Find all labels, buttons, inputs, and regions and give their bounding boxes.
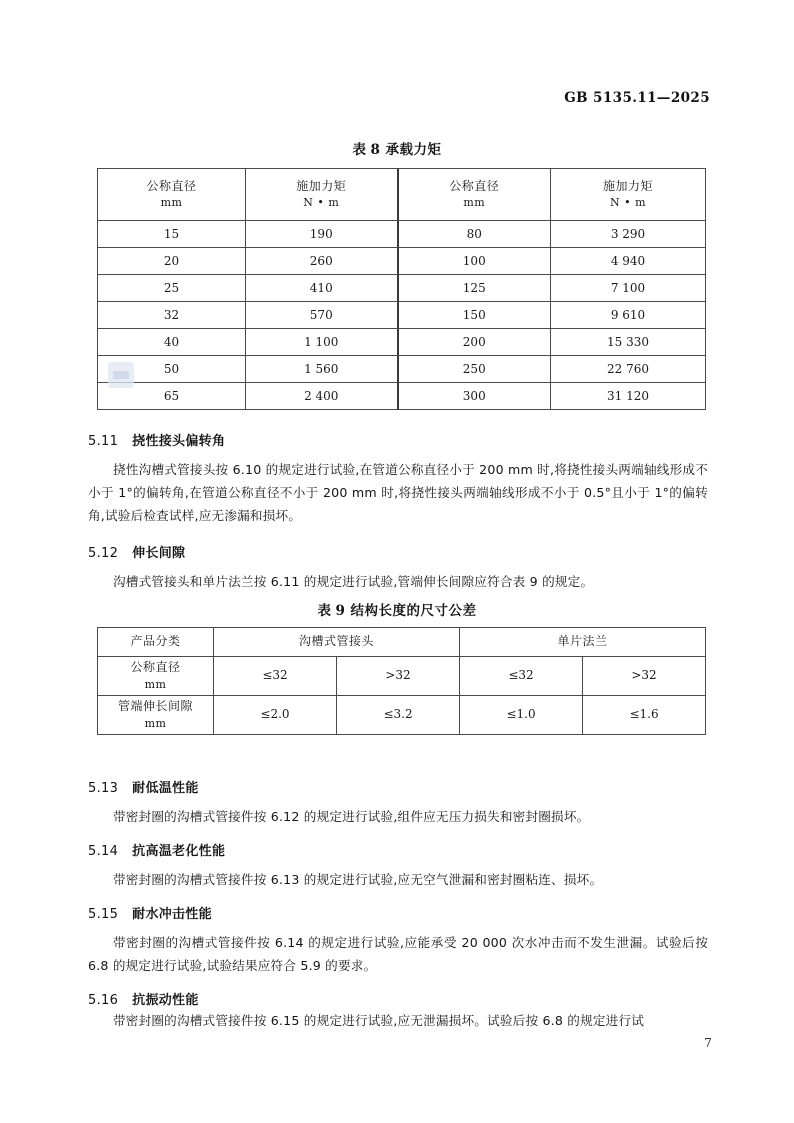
table8-header-cell: [246, 169, 398, 221]
document-header-standard-code: GB 5135.11—2025: [564, 90, 710, 106]
table8-col2-name: 公称直径: [449, 178, 500, 193]
table8-cell: 31 120: [551, 383, 706, 410]
section-title: 挠性接头偏转角: [132, 434, 226, 449]
section-number: 5.12: [88, 546, 119, 561]
table8-header-cell: [551, 169, 706, 221]
section-body-5-15: 带密封圈的沟槽式管接件按 6.14 的规定进行试验,应能承受 20 000 次水冲击而不发生泄漏。试验后按 6.8 的规定进行试验,试验结果应符合 5.9 的要求。: [88, 935, 708, 973]
table8-cell: 3 290: [551, 221, 706, 248]
table9-cell: >32: [583, 657, 706, 696]
table8-cell: 1 560: [246, 356, 398, 383]
table9-row-label: [98, 657, 214, 696]
table9-cell: ≤32: [214, 657, 337, 696]
table8-col1-unit: N • m: [303, 196, 340, 210]
section-number: 5.13: [88, 781, 119, 796]
table8-cell: 32: [98, 302, 246, 329]
section-body-5-14: 带密封圈的沟槽式管接件按 6.13 的规定进行试验,应无空气泄漏和密封圈粘连、损坏。: [113, 872, 603, 887]
table8-cell: 1 100: [246, 329, 398, 356]
table8-caption: [0, 138, 794, 158]
section-title: 耐水冲击性能: [132, 907, 212, 922]
table8-col2-unit: mm: [463, 196, 486, 210]
table-row: [98, 302, 706, 329]
table8-col3-name: 施加力矩: [602, 178, 653, 193]
table8-cell: 570: [246, 302, 398, 329]
table9-cell: ≤1.6: [583, 696, 706, 735]
section-body-5-12: 沟槽式管接头和单片法兰按 6.11 的规定进行试验,管端伸长间隙应符合表 9 的规定。: [113, 574, 594, 589]
table8-col3-unit: N • m: [609, 196, 647, 210]
section-title: 抗高温老化性能: [132, 844, 226, 859]
table8-header-row: [98, 169, 706, 221]
table9-caption-title: 结构长度的尺寸公差: [350, 603, 477, 619]
table9-container: [97, 627, 705, 735]
table8-cell: 15 330: [551, 329, 706, 356]
table-row: [98, 275, 706, 302]
table8-caption-number: 8: [370, 142, 381, 158]
section-body-5-11: 挠性沟槽式管接头按 6.10 的规定进行试验,在管道公称直径小于 200 mm 时,将挠性接头两端轴线形成不小于 1°的偏转角,在管道公称直径不小于 200 mm 时,将挠性接头两端轴线形成不小于 0.5°且小于 1°的偏转角,试验后检查试样,应无渗漏和损坏。: [88, 462, 708, 523]
table9-cell: ≤3.2: [337, 696, 460, 735]
table8-caption-label: 表: [352, 142, 367, 158]
table9-row1-unit: mm: [144, 716, 167, 730]
table8-cell: 40: [98, 329, 246, 356]
table8-cell: 65: [98, 383, 246, 410]
table8-cell: 200: [398, 329, 551, 356]
table9-caption: [0, 599, 794, 619]
section-heading-5-12: [88, 542, 185, 561]
table-row: [98, 696, 706, 735]
table8-cell: 4 940: [551, 248, 706, 275]
page-number: 7: [704, 1035, 712, 1050]
table9-cell: >32: [337, 657, 460, 696]
table8-container: [97, 168, 705, 410]
section-title: 抗振动性能: [132, 993, 199, 1008]
table8-cell: 22 760: [551, 356, 706, 383]
table9-cell: ≤2.0: [214, 696, 337, 735]
table-row: [98, 356, 706, 383]
table9-row0-unit: mm: [144, 677, 167, 691]
table8-cell: 410: [246, 275, 398, 302]
section-number: 5.15: [88, 907, 119, 922]
table8-cell: 80: [398, 221, 551, 248]
table9-category-row: [98, 628, 706, 657]
table8-col1-name: 施加力矩: [296, 178, 347, 193]
table8: [97, 168, 706, 410]
table8-col0-name: 公称直径: [146, 178, 197, 193]
table8-cell: 2 400: [246, 383, 398, 410]
table8-cell: 150: [398, 302, 551, 329]
section-title: 伸长间隙: [132, 546, 186, 561]
table9-caption-number: 9: [335, 603, 346, 619]
section-number: 5.14: [88, 844, 119, 859]
table8-cell: 190: [246, 221, 398, 248]
table9-group-0: 沟槽式管接头: [214, 628, 460, 657]
table8-header-cell: [98, 169, 246, 221]
table8-cell: 260: [246, 248, 398, 275]
table8-cell: 300: [398, 383, 551, 410]
section-body-5-13: 带密封圈的沟槽式管接件按 6.12 的规定进行试验,组件应无压力损失和密封圈损坏。: [113, 809, 590, 824]
section-heading-5-14: [88, 840, 225, 859]
table-row: [98, 248, 706, 275]
table8-cell: 20: [98, 248, 246, 275]
table8-caption-title: 承载力矩: [385, 142, 442, 158]
table9-caption-label: 表: [317, 603, 332, 619]
table9-row-label: [98, 696, 214, 735]
table8-cell: 50: [98, 356, 246, 383]
table8-cell: 250: [398, 356, 551, 383]
table8-cell: 25: [98, 275, 246, 302]
table9-cell: ≤32: [460, 657, 583, 696]
table9: [97, 627, 706, 735]
section-number: 5.11: [88, 434, 119, 449]
section-heading-5-16: [88, 989, 199, 1008]
table-row: [98, 657, 706, 696]
table8-cell: 9 610: [551, 302, 706, 329]
section-heading-5-11: [88, 430, 225, 449]
table8-col0-unit: mm: [160, 196, 183, 210]
table-row: [98, 383, 706, 410]
section-body-5-16: 带密封圈的沟槽式管接件按 6.15 的规定进行试验,应无泄漏损坏。试验后按 6.8 的规定进行试: [113, 1013, 645, 1028]
table8-cell: 15: [98, 221, 246, 248]
table8-cell: 7 100: [551, 275, 706, 302]
section-heading-5-15: [88, 903, 212, 922]
table9-row1-label: 管端伸长间隙: [117, 699, 193, 714]
table9-category-header: 产品分类: [98, 628, 214, 657]
table8-cell: 100: [398, 248, 551, 275]
table9-cell: ≤1.0: [460, 696, 583, 735]
table8-header-cell: [398, 169, 551, 221]
table-row: [98, 329, 706, 356]
section-heading-5-13: [88, 777, 199, 796]
table9-row0-label: 公称直径: [130, 660, 181, 675]
section-number: 5.16: [88, 993, 119, 1008]
table9-group-1: 单片法兰: [460, 628, 706, 657]
table8-cell: 125: [398, 275, 551, 302]
section-title: 耐低温性能: [132, 781, 199, 796]
table-row: [98, 221, 706, 248]
